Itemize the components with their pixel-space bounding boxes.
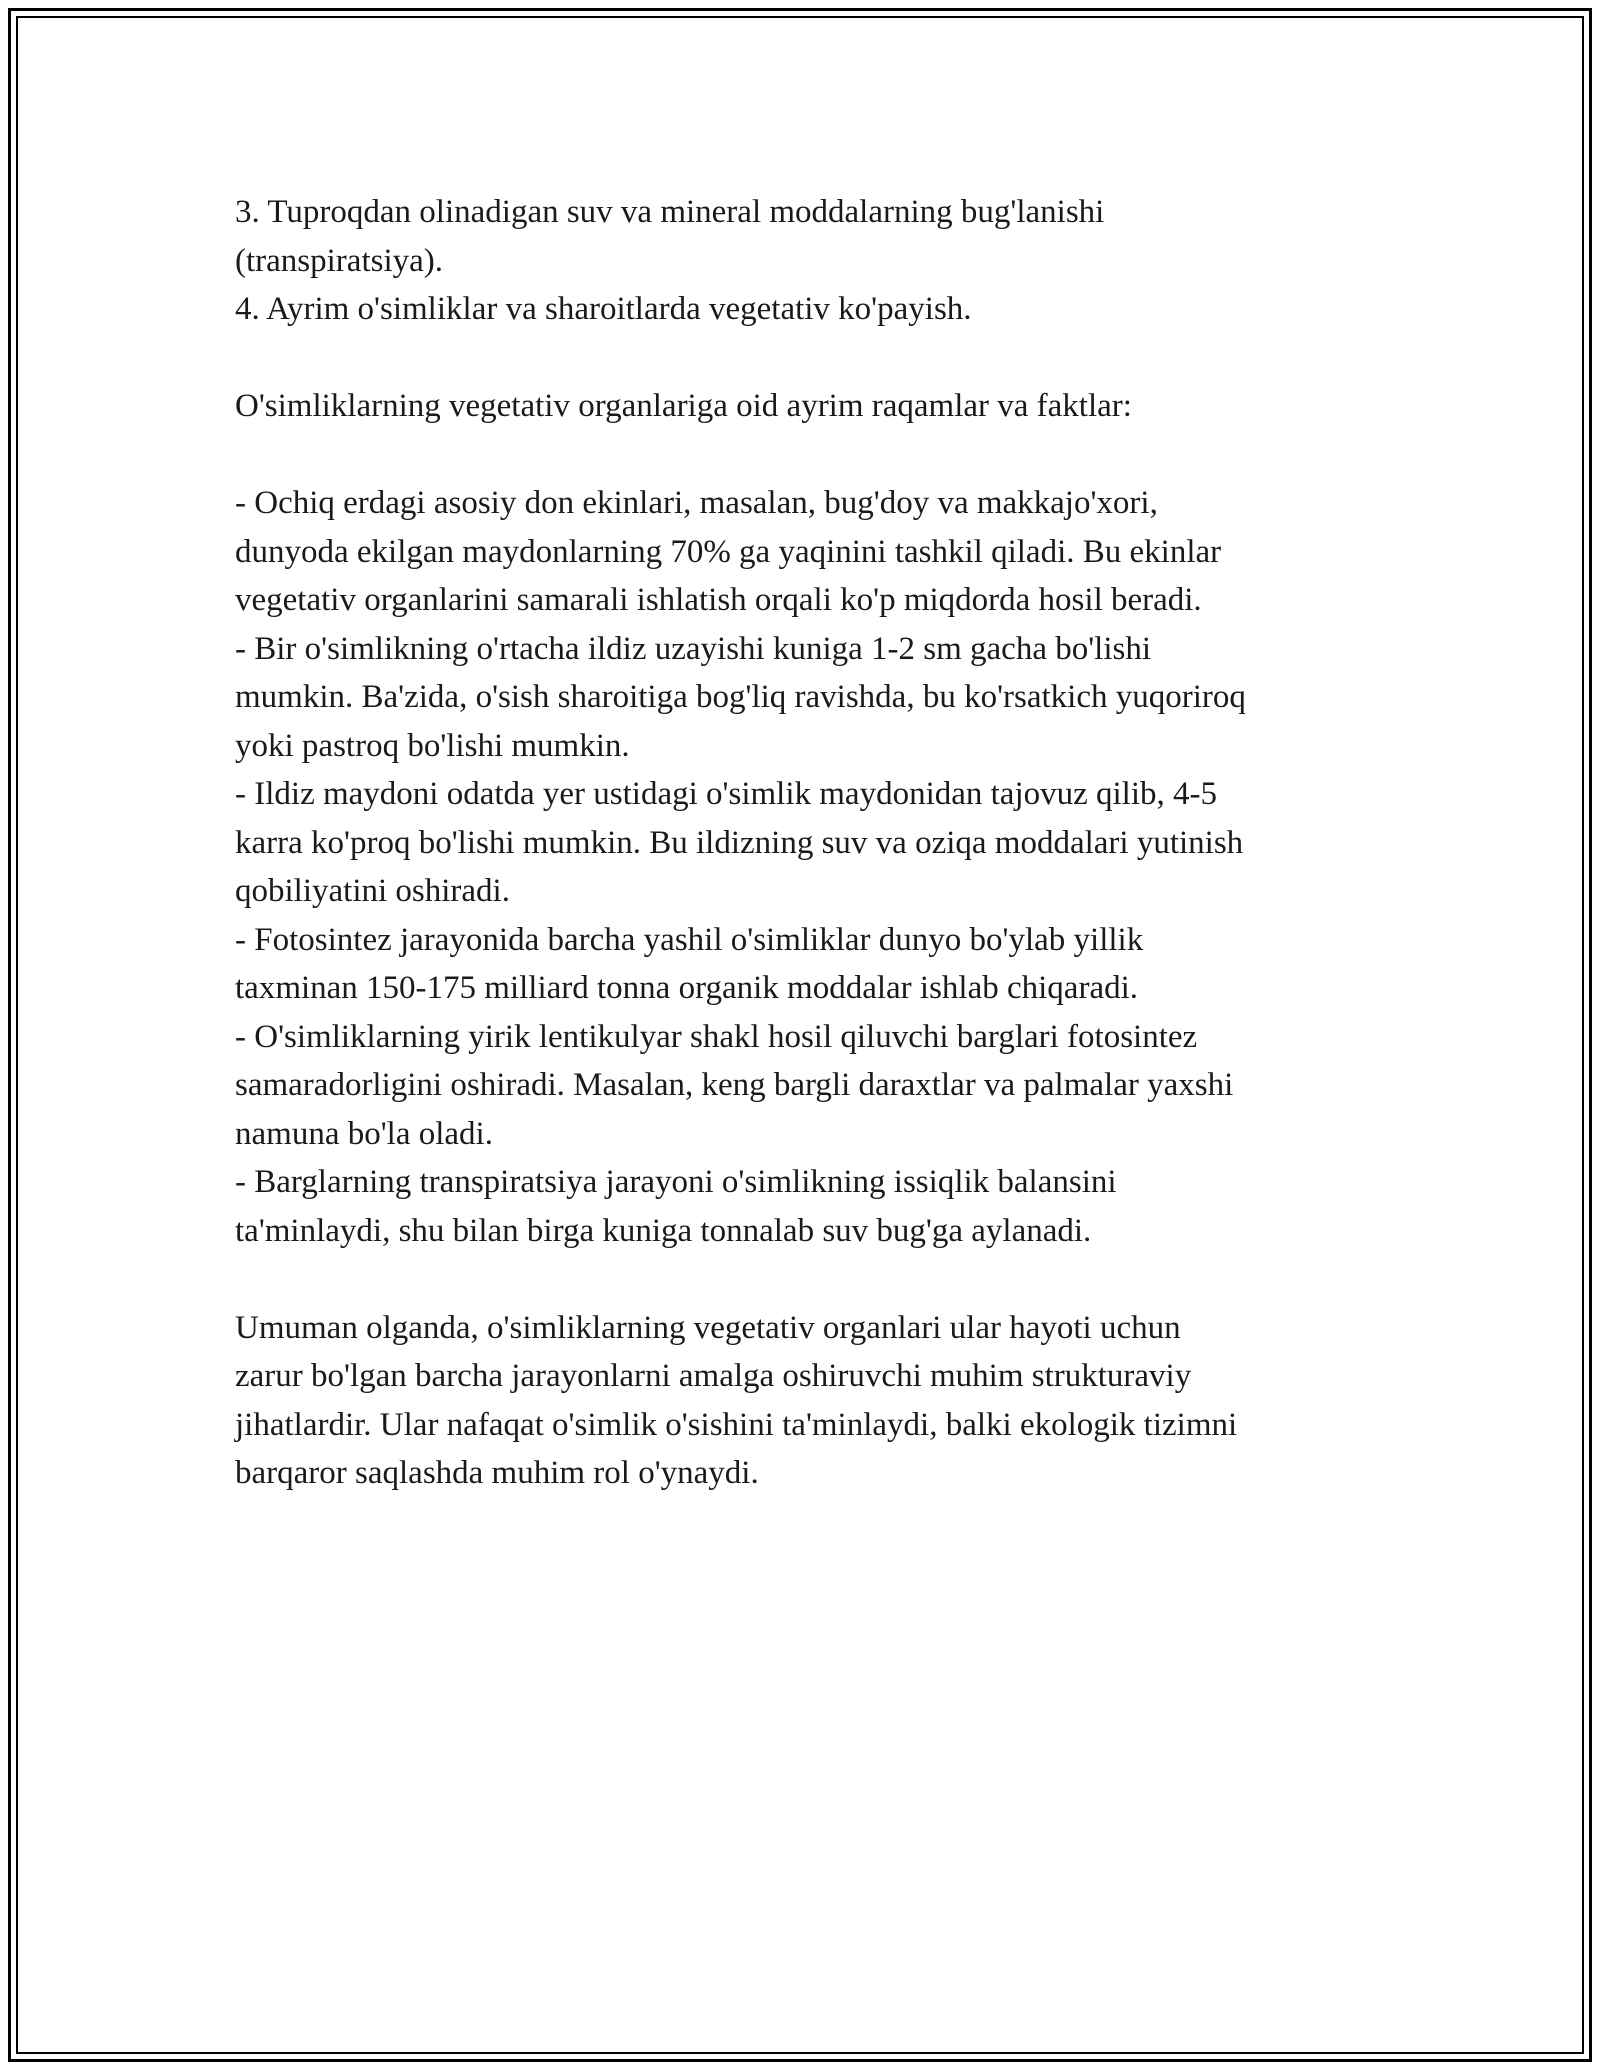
text-line: namuna bo'la oladi. — [235, 1115, 493, 1152]
text-line: ta'minlaydi, shu bilan birga kuniga tonnalab suv bug'ga aylanadi. — [235, 1212, 1092, 1249]
text-line: barqaror saqlashda muhim rol o'ynaydi. — [235, 1455, 759, 1491]
text-line: dunyoda ekilgan maydonlarning 70% ga yaqinini tashkil qiladi. Bu ekinlar — [235, 533, 1222, 570]
text-line: - Ildiz maydoni odatda yer ustidagi o'simlik maydonidan tajovuz qilib, 4-5 — [235, 776, 1218, 812]
paragraph-gap — [235, 334, 1385, 383]
text-line: O'simliklarning vegetativ organlariga oid ayrim raqamlar va faktlar: — [235, 388, 1132, 424]
text-line: - O'simliklarning yirik lentikulyar shakl hosil qiluvchi barglari fotosintez — [235, 1018, 1198, 1055]
text-line: zarur bo'lgan barcha jarayonlarni amalga oshiruvchi muhim strukturaviy — [235, 1358, 1192, 1394]
text-line: yoki pastroq bo'lishi mumkin. — [235, 727, 630, 764]
paragraph-gap — [235, 431, 1385, 480]
text-line: - Ochiq erdagi asosiy don ekinlari, masalan, bug'doy va makkajo'xori, — [235, 485, 1158, 521]
text-line: 3. Tuproqdan olinadigan suv va mineral moddalarning bug'lanishi — [235, 194, 1105, 230]
text-line: jihatlardir. Ular nafaqat o'simlik o'sishini ta'minlaydi, balki ekologik tizimni — [235, 1406, 1238, 1443]
text-line: qobiliyatini oshiradi. — [235, 873, 510, 909]
text-line: taxminan 150-175 milliard tonna organik moddalar ishlab chiqaradi. — [235, 970, 1139, 1006]
text-line: - Barglarning transpiratsiya jarayoni o'simlikning issiqlik balansini — [235, 1164, 1117, 1200]
text-line: (transpiratsiya). — [235, 242, 444, 279]
text-line: mumkin. Ba'zida, o'sish sharoitiga bog'liq ravishda, bu ko'rsatkich yuqoriroq — [235, 679, 1246, 715]
text-line: vegetativ organlarini samarali ishlatish orqali ko'p miqdorda hosil beradi. — [235, 582, 1202, 618]
text-line: 4. Ayrim o'simliklar va sharoitlarda vegetativ ko'payish. — [235, 291, 972, 327]
text-line: Umuman olganda, o'simliklarning vegetativ organlari ular hayoti uchun — [235, 1309, 1181, 1346]
conclusion-paragraph — [235, 1304, 1385, 1498]
facts-heading — [235, 382, 1385, 431]
text-line: karra ko'proq bo'lishi mumkin. Bu ildizning suv va oziqa moddalari yutinish — [235, 824, 1244, 861]
paragraph-gap — [235, 1255, 1385, 1304]
document-body — [235, 188, 1385, 1498]
facts-list — [235, 479, 1385, 1255]
text-line: - Bir o'simlikning o'rtacha ildiz uzayishi kuniga 1-2 sm gacha bo'lishi — [235, 630, 1152, 667]
text-line: samaradorligini oshiradi. Masalan, keng bargli daraxtlar va palmalar yaxshi — [235, 1067, 1234, 1103]
list-continuation — [235, 188, 1385, 334]
text-line: - Fotosintez jarayonida barcha yashil o'simliklar dunyo bo'ylab yillik — [235, 921, 1144, 958]
